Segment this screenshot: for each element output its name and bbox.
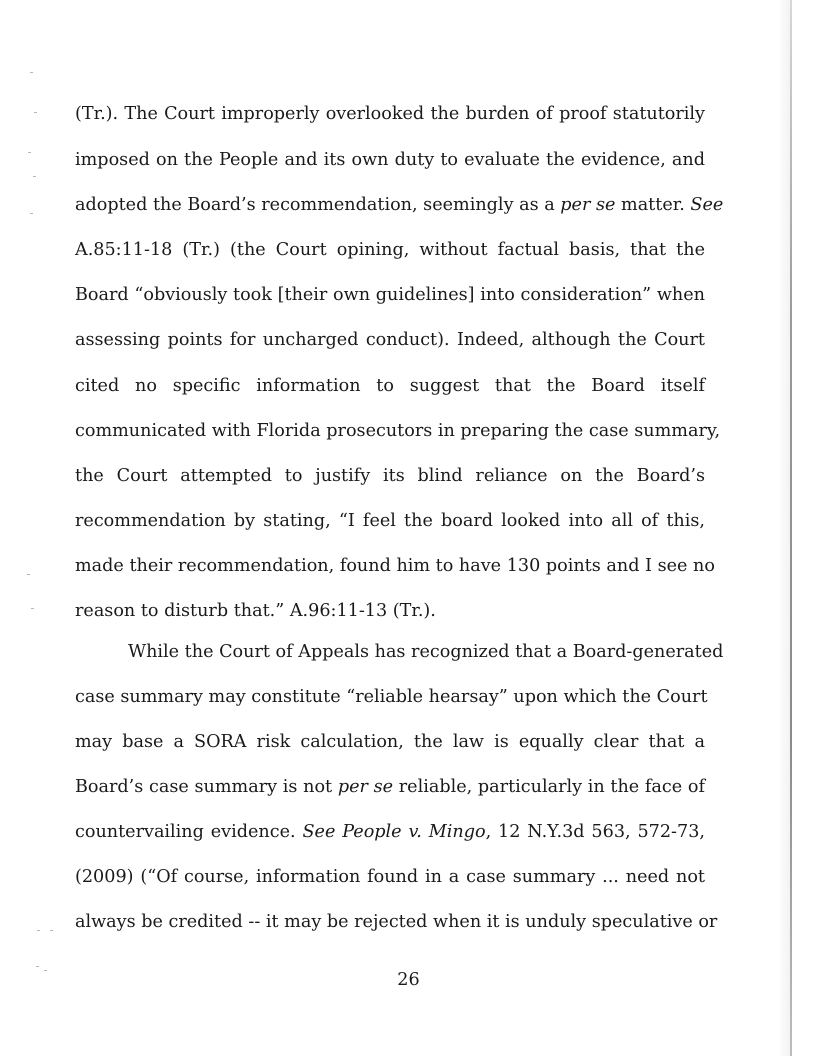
scan-speck [33, 176, 36, 177]
scan-speck [36, 966, 39, 967]
text-line: (Tr.). The Court improperly overlooked the burden of proof statutorily [75, 104, 705, 124]
text-line: made their recommendation, found him to have 130 points and I see no [75, 556, 715, 576]
scan-speck [27, 574, 30, 575]
text-line: A.85:11-18 (Tr.) (the Court opining, without factual basis, that the [75, 240, 705, 260]
text-line: the Court attempted to justify its blind reliance on the Board’s [75, 466, 705, 486]
text-line: Board “obviously took [their own guidelines] into consideration” when [75, 285, 705, 305]
text-line: imposed on the People and its own duty to evaluate the evidence, and [75, 150, 705, 170]
text-line: always be credited -- it may be rejected when it is unduly speculative or [75, 912, 718, 932]
scan-speck [31, 608, 34, 609]
scan-speck [30, 72, 33, 73]
text-line: may base a SORA risk calculation, the law is equally clear that a [75, 732, 705, 752]
text-line: (2009) (“Of course, information found in a case summary ... need not [75, 867, 705, 887]
text-line: communicated with Florida prosecutors in preparing the case summary, [75, 421, 721, 441]
text-line: case summary may constitute “reliable hearsay” upon which the Court [75, 687, 708, 707]
scan-speck [50, 930, 53, 931]
text-line: While the Court of Appeals has recognized that a Board-generated [128, 642, 724, 662]
text-line: adopted the Board’s recommendation, seemingly as a per se matter. See [75, 195, 724, 215]
text-line: cited no specific information to suggest that the Board itself [75, 376, 705, 396]
text-line: assessing points for uncharged conduct). Indeed, although the Court [75, 330, 705, 350]
text-line: countervailing evidence. See People v. Mingo, 12 N.Y.3d 563, 572-73, [75, 822, 705, 842]
text-line: recommendation by stating, “I feel the board looked into all of this, [75, 511, 705, 531]
scan-speck [34, 112, 37, 113]
scan-speck [30, 213, 33, 214]
page-number: 26 [397, 970, 420, 990]
text-line: reason to disturb that.” A.96:11-13 (Tr.). [75, 601, 436, 621]
scan-speck [37, 930, 40, 931]
page-edge-shadow [778, 0, 790, 1056]
scan-speck [28, 152, 31, 153]
text-line: Board’s case summary is not per se reliable, particularly in the face of [75, 777, 705, 797]
scanned-page-edge [790, 0, 792, 1056]
